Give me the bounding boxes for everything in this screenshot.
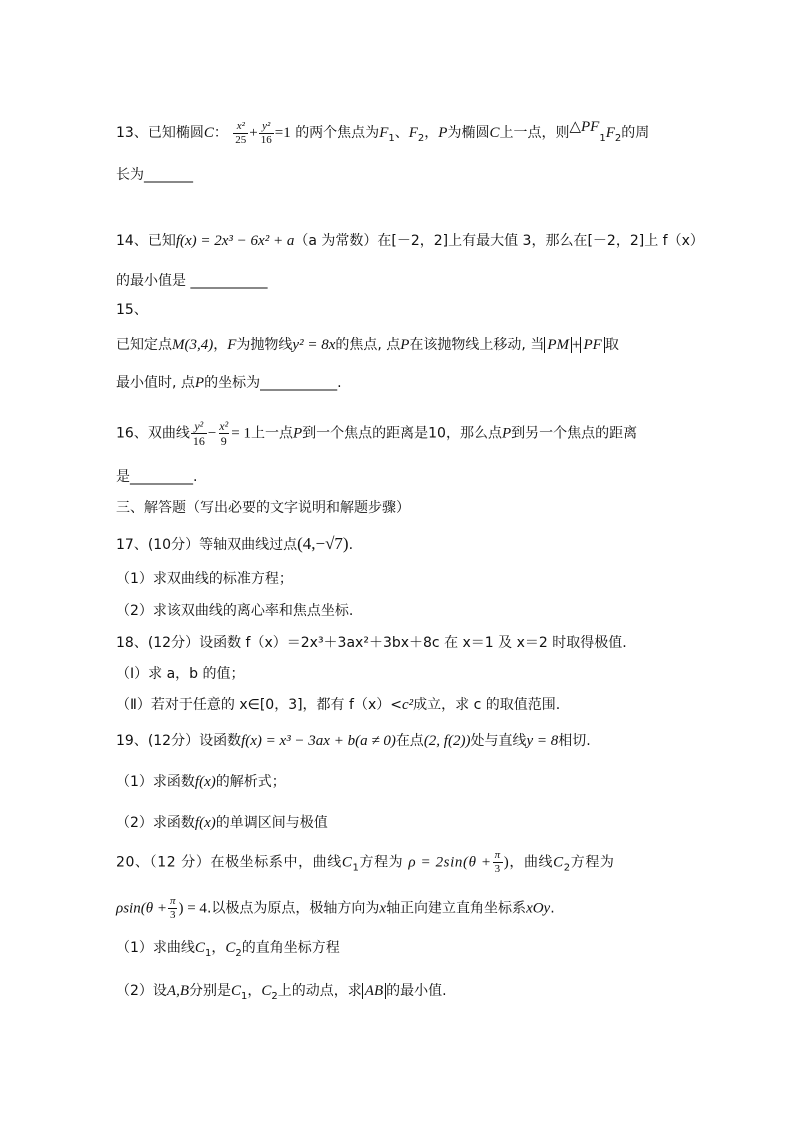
q20-part2-c1: C — [231, 983, 242, 999]
q13-curve: C — [203, 125, 214, 141]
q13-frac-y — [259, 121, 274, 146]
q16-frac-x-num: x² — [219, 419, 229, 433]
q15-text-b: ， — [213, 337, 228, 353]
q20-line2-end: . — [550, 900, 555, 917]
q14-number: 14、 — [116, 233, 148, 249]
q13-sep: 、 — [394, 125, 409, 141]
q15-text-a: 已知定点 — [116, 337, 172, 353]
q20-pi: π — [494, 849, 501, 861]
q20-line2 — [116, 896, 555, 921]
q17-part1: （1）求双曲线的标准方程； — [116, 571, 293, 587]
q13-text-c: ， — [424, 125, 439, 141]
q13-triangle: △PF — [569, 119, 600, 135]
q14-text-a: 已知 — [147, 233, 176, 249]
q20-part1 — [116, 937, 340, 965]
q15-abs-pm: PM — [544, 337, 572, 353]
q16-line2: 是_________. — [116, 469, 198, 485]
q20-part2-c2-sub: 2 — [271, 990, 278, 1002]
q19-part2 — [116, 812, 328, 834]
q20-close: ) — [503, 854, 510, 871]
q20-line2-text: .以极点为原点，极轴方向为 — [206, 900, 380, 917]
q20-x: x — [379, 900, 387, 917]
q13-eq: =1 — [274, 125, 291, 141]
q16-eq: = 1 — [231, 425, 251, 442]
q18-part2 — [116, 694, 560, 716]
q20-eq: ) = 4 — [178, 900, 207, 917]
q13-frac-x-den: 25 — [235, 133, 247, 146]
q19-part2-b: 的单调区间与极值 — [215, 815, 328, 831]
q13-tri-f: F — [605, 125, 615, 141]
q20-part1-c2: C — [225, 940, 236, 956]
q16-text-d: 到另一个焦点的距离 — [511, 425, 638, 442]
q15-plus: + — [572, 337, 581, 353]
q19-title-a: 19、(12分）设函数 — [116, 733, 242, 749]
q19-part1 — [116, 771, 286, 793]
q16-text-a: 双曲线 — [147, 425, 190, 442]
q20-part1-c1: C — [194, 940, 205, 956]
q16-frac-y-num: y² — [194, 419, 204, 433]
q20-c1-sub: 1 — [352, 862, 360, 874]
q13-text-d: 为椭圆 — [447, 125, 490, 141]
q14-function: f(x) = 2x³ − 6x² + a — [175, 233, 295, 249]
q15-line2-b: 的坐标为___________. — [204, 375, 342, 391]
q16-frac-x-den: 9 — [220, 434, 227, 448]
q19-function: f(x) = x³ − 3ax + b(a ≠ 0) — [241, 733, 396, 749]
q16-p2: P — [501, 425, 512, 442]
q20-title-d: 方程为 — [570, 854, 615, 871]
q16-minus: − — [207, 425, 217, 442]
q13-text-f: 的周 — [621, 125, 650, 141]
q20-part1-c1-sub: 1 — [204, 947, 212, 959]
q20-part2-b: 分别是 — [189, 983, 231, 999]
q19-title-d: 相切. — [558, 733, 591, 749]
q13-frac-y-num: y² — [262, 119, 271, 132]
q17-point: (4,−√7) — [297, 534, 349, 553]
q19-title — [116, 730, 591, 752]
q19-part2-f: f(x) — [194, 815, 216, 831]
q18-part2-a: （Ⅱ）若对于任意的 x∈[0，3]，都有 f（x）< — [116, 697, 402, 713]
q20-frac2-pi-3 — [168, 896, 178, 921]
q13-text: 已知椭圆 — [147, 125, 204, 141]
q17-part2: （2）求该双曲线的离心率和焦点坐标. — [116, 603, 354, 619]
q19-title-c: 处与直线 — [470, 733, 527, 749]
q20-rho2: ρsin(θ + — [116, 900, 167, 917]
q20-three: 3 — [494, 863, 501, 875]
q13-line2: 长为_______ — [116, 167, 193, 183]
q19-part2-a: （2）求函数 — [116, 815, 195, 831]
q20-part1-b: 的直角坐标方程 — [241, 940, 340, 956]
q15-parabola: y² = 8x — [292, 337, 336, 353]
q14-line1 — [116, 230, 704, 252]
q19-line: y = 8 — [526, 733, 559, 749]
q15-line2 — [116, 372, 342, 394]
q20-c2-sub: 2 — [563, 862, 571, 874]
q17-title-b: . — [348, 537, 354, 553]
q13-frac-y-den: 16 — [260, 133, 272, 146]
q18-part1: （Ⅰ）求 a，b 的值； — [116, 666, 245, 682]
q20-title — [116, 850, 615, 879]
q16-frac-y-den: 16 — [192, 434, 205, 448]
q13-frac-x — [233, 121, 248, 146]
q20-three-2: 3 — [169, 909, 176, 921]
q13-f2: F — [408, 125, 418, 141]
q17-title — [116, 533, 353, 556]
q15-line2-p: P — [194, 375, 205, 391]
q13-frac-x-num: x² — [236, 119, 245, 132]
q13-line1 — [116, 116, 649, 150]
q20-abs-ab: AB — [362, 983, 386, 999]
q13-tri-sub2: 2 — [614, 132, 622, 144]
q19-part1-b: 的解析式； — [215, 774, 286, 790]
q15-point-m: M(3,4) — [172, 337, 214, 353]
q20-part2-c: 上的动点，求 — [277, 983, 362, 999]
q20-part2-sep: ， — [247, 983, 262, 999]
q20-c2: C — [553, 854, 564, 871]
q15-line2-a: 最小值时, 点 — [116, 375, 195, 391]
q20-pi-2: π — [169, 895, 176, 907]
q18-title: 18、(12分）设函数 f（x）＝2x³＋3ax²＋3bx＋8c 在 x＝1 及 x＝2 时取得极值. — [116, 635, 627, 651]
q17-title-a: 17、(10分）等轴双曲线过点 — [116, 537, 298, 553]
q20-rho1: ρ = 2sin(θ + — [408, 854, 492, 871]
q15-text-d: 的焦点, 点 — [335, 337, 401, 353]
q19-part1-a: （1）求函数 — [116, 774, 195, 790]
q13-number: 13、 — [116, 125, 148, 141]
q16-line1 — [116, 420, 637, 447]
q20-part2-d: 的最小值. — [386, 983, 447, 999]
q15-text-e: 在该抛物线上移动, 当 — [409, 337, 545, 353]
q20-part2-c1-sub: 1 — [241, 990, 248, 1002]
q14-text-b: （a 为常数）在[－2，2]上有最大值 3，那么在[－2，2]上 f（x） — [294, 233, 704, 249]
q20-title-a: 20、（12 分）在极坐标系中，曲线 — [116, 854, 342, 871]
q20-c1: C — [341, 854, 353, 871]
q19-title-b: 在点 — [395, 733, 424, 749]
q20-title-b: 方程为 — [359, 854, 404, 871]
q16-text-c: 到一个焦点的距离是10，那么点 — [302, 425, 502, 442]
section-heading: 三、解答题（写出必要的文字说明和解题步骤） — [116, 500, 410, 516]
q20-part2-a: （2）设 — [116, 983, 167, 999]
q16-frac-x — [217, 420, 230, 447]
q15-text-c: 为抛物线 — [236, 337, 293, 353]
q13-plus: + — [249, 125, 258, 141]
q16-frac-y — [191, 420, 207, 447]
q13-colon: ： — [213, 125, 228, 141]
q13-f1: F — [379, 125, 389, 141]
q16-p: P — [292, 425, 303, 442]
q20-part1-a: （1）求曲线 — [116, 940, 195, 956]
q15-f: F — [227, 337, 237, 353]
q14-line2: 的最小值是 ___________ — [116, 273, 268, 289]
q20-part2-ab: A,B — [166, 983, 189, 999]
q20-part2 — [116, 980, 447, 1008]
q18-part2-b: 成立，求 c 的取值范围. — [413, 697, 561, 713]
q16-number: 16、 — [116, 425, 148, 442]
q15-line1 — [116, 334, 619, 356]
q20-line2-text2: 轴正向建立直角坐标系 — [386, 900, 527, 917]
q20-title-c: ，曲线 — [509, 854, 554, 871]
q13-tri-sub1: 1 — [599, 132, 606, 144]
q15-p: P — [400, 337, 410, 353]
q20-part1-c2-sub: 2 — [235, 947, 242, 959]
q19-point: (2, f(2)) — [423, 733, 471, 749]
q13-f2-sub: 2 — [417, 132, 425, 144]
q20-part2-c2: C — [261, 983, 272, 999]
q16-text-b: 上一点 — [250, 425, 293, 442]
q13-text-e: 上一点，则 — [499, 125, 570, 141]
q20-frac-pi-3 — [493, 850, 503, 875]
q13-c2: C — [489, 125, 500, 141]
q13-f1-sub: 1 — [388, 132, 395, 144]
q15-text-f: 取 — [604, 337, 619, 353]
q15-number: 15、 — [116, 302, 148, 318]
q15-abs-pf: PF — [580, 337, 604, 353]
q19-part1-f: f(x) — [194, 774, 216, 790]
q13-p: P — [438, 125, 448, 141]
q13-text-b: 的两个焦点为 — [295, 125, 380, 141]
q18-c-squared: c² — [401, 697, 414, 713]
q20-part1-sep: ， — [211, 940, 226, 956]
q20-xoy: xOy — [526, 900, 551, 917]
